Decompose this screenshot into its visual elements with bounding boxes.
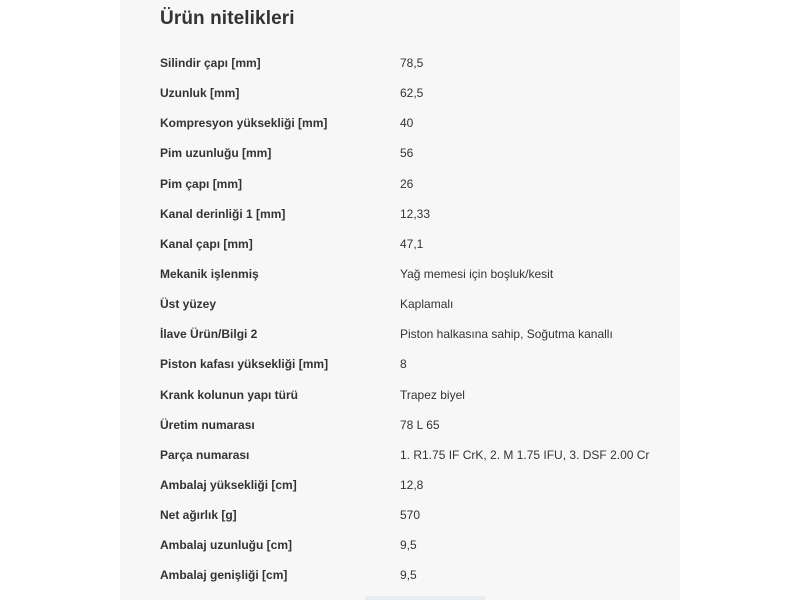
spec-value: 12,33 [400, 206, 431, 221]
spec-label: Kompresyon yüksekliği [mm] [160, 116, 328, 131]
spec-row-package-length [160, 530, 660, 560]
spec-row-piston-crown-height [160, 349, 660, 379]
spec-value: Kaplamalı [400, 297, 454, 312]
spec-label: Piston kafası yüksekliği [mm] [160, 357, 329, 372]
spec-value: 9,5 [400, 568, 417, 583]
spec-row-net-weight [160, 500, 660, 530]
spec-value: Trapez biyel [400, 387, 465, 402]
spec-label: Parça numarası [160, 447, 250, 462]
spec-row-package-height [160, 470, 660, 500]
spec-value: 9,5 [400, 538, 417, 553]
spec-value: 570 [400, 508, 421, 523]
spec-value: 78,5 [400, 56, 424, 71]
spec-value: Yağ memesi için boşluk/kesit [400, 267, 554, 282]
spec-row-groove-depth [160, 199, 660, 229]
spec-label: Ambalaj genişliği [cm] [160, 568, 288, 583]
spec-row-machined [160, 259, 660, 289]
spec-label: Üretim numarası [160, 417, 255, 432]
spec-label: Krank kolunun yapı türü [160, 387, 299, 402]
spec-table [160, 48, 660, 591]
spec-row-cylinder-diameter [160, 48, 660, 78]
spec-label: Pim çapı [mm] [160, 176, 243, 191]
spec-label: Ambalaj yüksekliği [cm] [160, 478, 297, 493]
spec-value: 47,1 [400, 236, 424, 251]
spec-row-con-rod-type [160, 380, 660, 410]
spec-row-length [160, 78, 660, 108]
spec-row-top-surface [160, 289, 660, 319]
spec-row-pin-length [160, 138, 660, 168]
spec-row-production-number [160, 410, 660, 440]
spec-label: Net ağırlık [g] [160, 508, 237, 523]
spec-label: Mekanik işlenmiş [160, 267, 259, 282]
spec-row-additional-info [160, 319, 660, 349]
spec-row-package-width [160, 560, 660, 590]
spec-value: 1. R1.75 IF CrK, 2. M 1.75 IFU, 3. DSF 2.00 Cr [400, 447, 650, 462]
spec-row-groove-diameter [160, 229, 660, 259]
spec-label: İlave Ürün/Bilgi 2 [160, 327, 258, 342]
product-attributes-panel [120, 0, 680, 600]
section-title: Ürün nitelikleri [160, 8, 295, 29]
spec-value: 40 [400, 116, 414, 131]
spec-value: 8 [400, 357, 407, 372]
spec-value: 56 [400, 146, 414, 161]
spec-value: 78 L 65 [400, 417, 440, 432]
spec-value: 12,8 [400, 478, 424, 493]
spec-label: Kanal derinliği 1 [mm] [160, 206, 286, 221]
spec-label: Üst yüzey [160, 297, 217, 312]
bottom-edge-element [365, 596, 485, 600]
spec-label: Uzunluk [mm] [160, 86, 240, 101]
spec-label: Ambalaj uzunluğu [cm] [160, 538, 292, 553]
spec-label: Silindir çapı [mm] [160, 56, 261, 71]
spec-label: Pim uzunluğu [mm] [160, 146, 272, 161]
spec-row-part-number [160, 440, 660, 470]
spec-row-pin-diameter [160, 169, 660, 199]
spec-row-compression-height [160, 108, 660, 138]
spec-value: Piston halkasına sahip, Soğutma kanallı [400, 327, 613, 342]
spec-value: 26 [400, 176, 414, 191]
spec-label: Kanal çapı [mm] [160, 236, 253, 251]
spec-value: 62,5 [400, 86, 424, 101]
